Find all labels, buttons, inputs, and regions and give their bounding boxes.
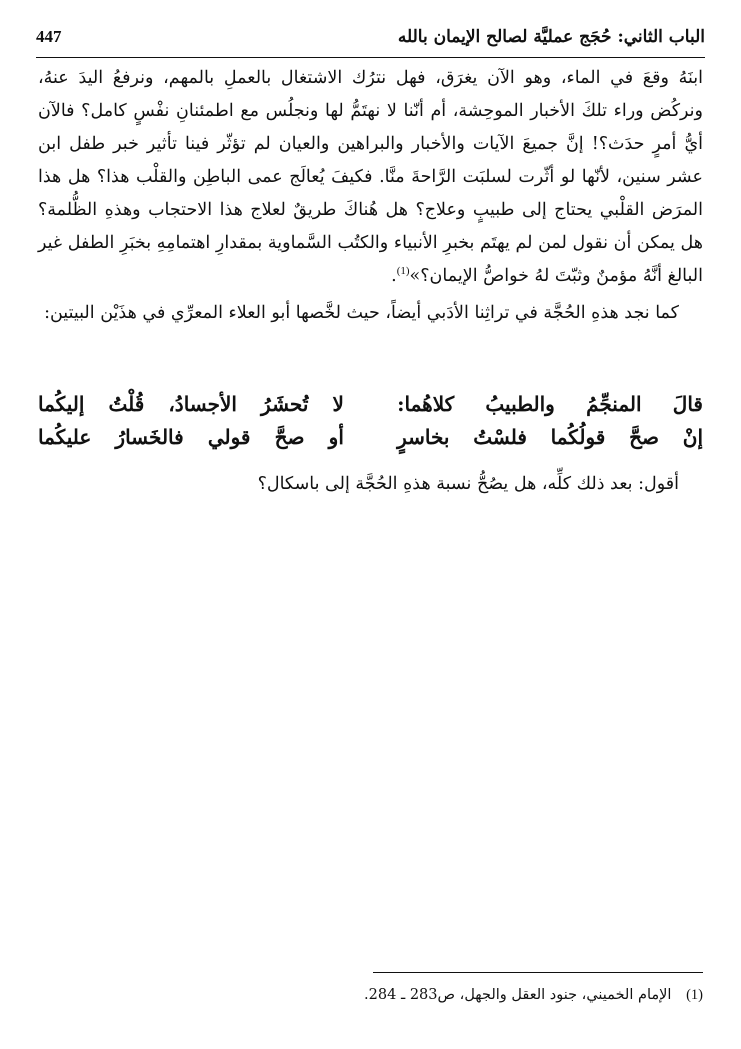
footnote-rule xyxy=(373,972,703,973)
chapter-title: الباب الثاني: حُجَج عمليَّة لصالح الإيمان بالله xyxy=(397,27,705,47)
paragraph-1-end: . xyxy=(391,266,397,286)
running-header xyxy=(36,22,705,52)
paragraph-2: كما نجد هذهِ الحُجَّة في تراثِنا الأدَبي أيضاً، حيث لخَّصها أبو العلاء المعرِّي في هذَيْن البيتين: xyxy=(44,303,679,323)
header-rule xyxy=(36,57,705,58)
paragraph-1 xyxy=(38,62,703,293)
footnote-marker: (1) xyxy=(686,987,703,1003)
poem xyxy=(38,388,703,454)
footnote-reference: (1) xyxy=(396,265,410,278)
footnote xyxy=(38,982,703,1008)
body-text xyxy=(38,62,703,330)
concluding-question: أقول: بعد ذلك كلِّه، هل يصُحُّ نسبة هذهِ الحُجَّة إلى باسكال؟ xyxy=(257,474,679,494)
verse-1-first-hemistich: قالَ المنجِّمُ والطبيبُ كلاهُما: xyxy=(397,392,703,416)
verse-2-second-hemistich: أو صحَّ قولي فالخَسارُ عليكُما xyxy=(38,425,344,449)
verse-1-second-hemistich: لا تُحشَرُ الأجسادُ، قُلْتُ إليكُما xyxy=(38,392,344,416)
page-number: 447 xyxy=(36,27,62,46)
verse-2-first-hemistich: إنْ صحَّ قولُكُما فلسْتُ بخاسرٍ xyxy=(397,425,703,449)
verse-1 xyxy=(38,388,703,421)
verse-2 xyxy=(38,421,703,454)
footnote-text: الإمام الخميني، جنود العقل والجهل، ص283 ـ 284. xyxy=(364,987,672,1003)
paragraph-1-text: ابنَهُ وقعَ في الماء، وهو الآن يغرَق، فهل نترُك الاشتغال بالعملِ بالمهم، ونرفعُ اليدَ عنهُ، ونركُض وراء تلكَ الأخبار الموحِشة، أم أنّنا لا نهتَمُّ لها ونجلُس مع اطمئنانِ نفْسٍ كامل؟ فالآن أيُّ أمرٍ حدَث؟! إنَّ جميعَ الآيات والأخبار والبراهين والعيان لم تؤثّر فينا تأثير خبر طفل ابن عشر سنين، لأنّها لو أثّرت لسلبَت الرَّاحةَ منَّا. فكيفَ يُعالَج عمى الباطِن والقلْب هذا؟ هل هذا المرَض القلْبي يحتاج إلى طبيبٍ وعلاج؟ هل هُناكَ طريقٌ لعلاج هذا الاحتجاب وهذهِ الظُّلمة؟ هل يمكن أن نقول لمن لم يهتَم بخبرِ الأنبياء والكتُب السَّماوية بمقدارِ اهتمامِهِ بخبَرِ الطفل غير البالغ أنَّهُ مؤمنٌ وثبّتَ لهُ خواصُّ الإيمان؟» xyxy=(38,68,703,286)
